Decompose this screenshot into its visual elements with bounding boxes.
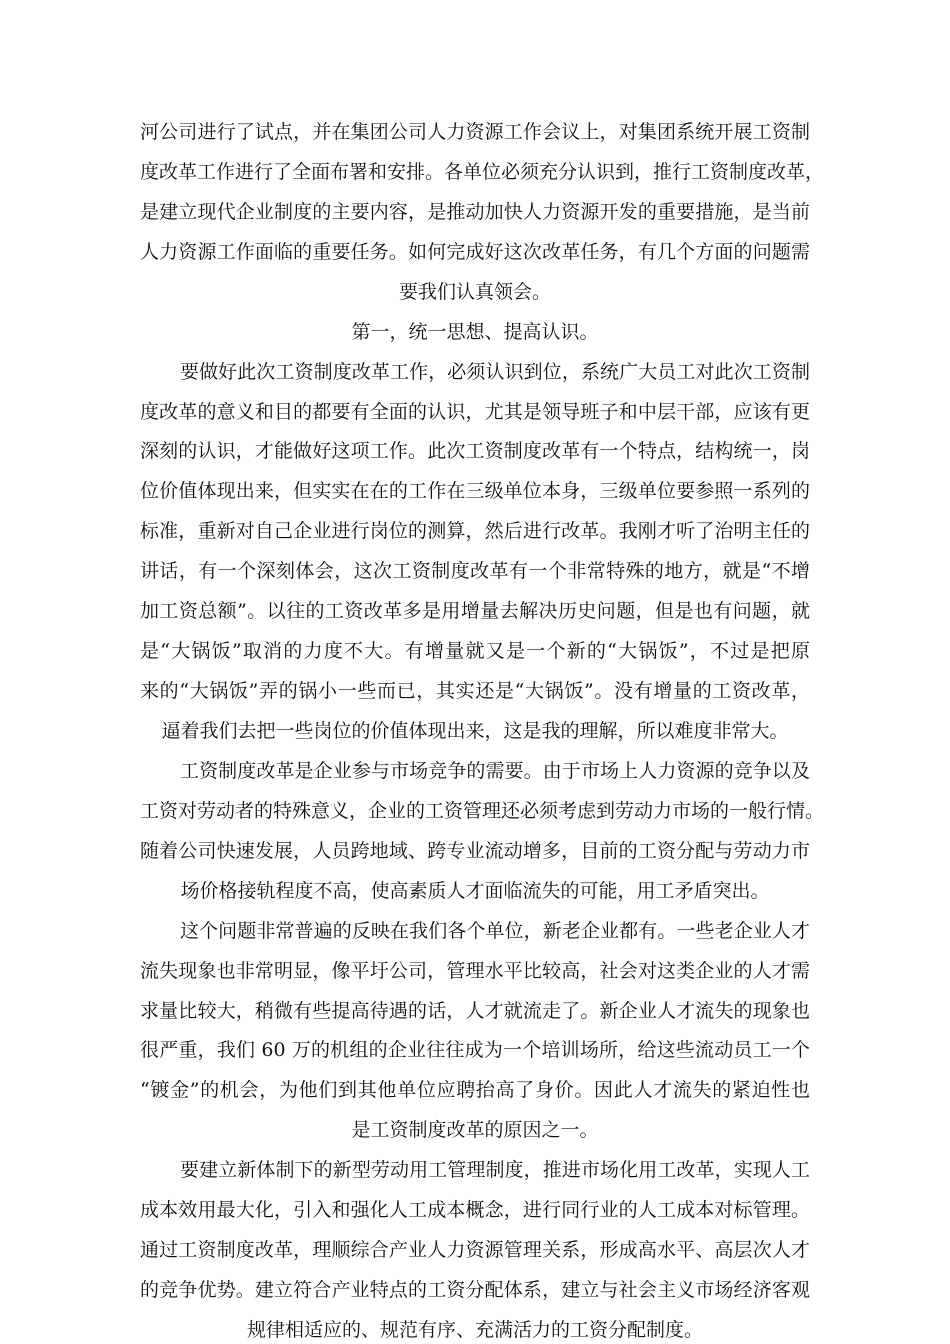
text-line-12: 讲话，有一个深刻体会，这次工资制度改革有一个非常特殊的地方，就是“不增 [140,560,810,582]
text-line-20: 场价格接轨程度不高，使高素质人才面临流失的可能，用工矛盾突出。 [180,880,770,902]
text-line-10: 位价值体现出来，但实实在在的工作在三级单位本身，三级单位要参照一系列的 [140,480,810,502]
text-line-16: 逼着我们去把一些岗位的价值体现出来，这是我的理解，所以难度非常大。 [161,720,789,742]
text-line-27: 要建立新体制下的新型劳动用工管理制度，推进市场化用工改革，实现人工 [180,1159,810,1181]
text-line-2: 度改革工作进行了全面布署和安排。各单位必须充分认识到，推行工资制度改革， [140,161,825,183]
section-heading: 第一，统一思想、提高认识。 [351,321,599,343]
text-line-18: 工资对劳动者的特殊意义，企业的工资管理还必须考虑到劳动力市场的一般行情。 [140,800,825,822]
text-line-19: 随着公司快速发展，人员跨地域、跨专业流动增多，目前的工资分配与劳动力市 [140,840,810,862]
text-line-7: 要做好此次工资制度改革工作，必须认识到位，系统广大员工对此次工资制 [180,361,810,383]
text-line-14: 是“大锅饭”取消的力度不大。有增量就又是一个新的“大锅饭”，不过是把原 [140,640,810,662]
text-line-4: 人力资源工作面临的重要任务。如何完成好这次改革任务，有几个方面的问题需 [140,241,810,263]
text-line-23: 求量比较大，稍微有些提高待遇的话，人才就流走了。新企业人才流失的现象也 [140,1000,810,1022]
text-line-22: 流失现象也非常明显，像平圩公司，管理水平比较高，社会对这类企业的人才需 [140,960,810,982]
text-line-26: 是工资制度改革的原因之一。 [351,1119,599,1141]
text-line-30: 的竞争优势。建立符合产业特点的工资分配体系，建立与社会主义市场经济客观 [140,1279,810,1301]
text-line-8: 度改革的意义和目的都要有全面的认识，尤其是领导班子和中层干部，应该有更 [140,401,810,423]
text-line-24: 很严重，我们 60 万的机组的企业往往成为一个培训场所，给这些流动员工一个 [140,1039,810,1061]
text-line-25: “镀金”的机会，为他们到其他单位应聘抬高了身价。因此人才流失的紧迫性也 [140,1079,810,1101]
text-line-21: 这个问题非常普遍的反映在我们各个单位，新老企业都有。一些老企业人才 [180,920,810,942]
text-line-28: 成本效用最大化，引入和强化人工成本概念，进行同行业的人工成本对标管理。 [140,1199,810,1221]
text-line-13: 加工资总额”。以往的工资改革多是用增量去解决历史问题，但是也有问题，就 [140,600,810,622]
text-line-11: 标准，重新对自己企业进行岗位的测算，然后进行改革。我刚才听了治明主任的 [140,520,810,542]
text-line-17: 工资制度改革是企业参与市场竞争的需要。由于市场上人力资源的竞争以及 [180,760,810,782]
text-line-9: 深刻的认识，才能做好这项工作。此次工资制度改革有一个特点，结构统一，岗 [140,440,810,462]
text-line-5: 要我们认真领会。 [398,281,551,303]
text-line-15: 来的“大锅饭”弄的锅小一些而已，其实还是“大锅饭”。没有增量的工资改革， [140,680,810,702]
text-line-1: 河公司进行了试点，并在集团公司人力资源工作会议上，对集团系统开展工资制 [140,121,810,143]
text-line-31: 规律相适应的、规范有序、充满活力的工资分配制度。 [246,1319,703,1341]
text-line-29: 通过工资制度改革，理顺综合产业人力资源管理关系，形成高水平、高层次人才 [140,1239,810,1261]
text-line-3: 是建立现代企业制度的主要内容，是推动加快人力资源开发的重要措施，是当前 [140,201,810,223]
